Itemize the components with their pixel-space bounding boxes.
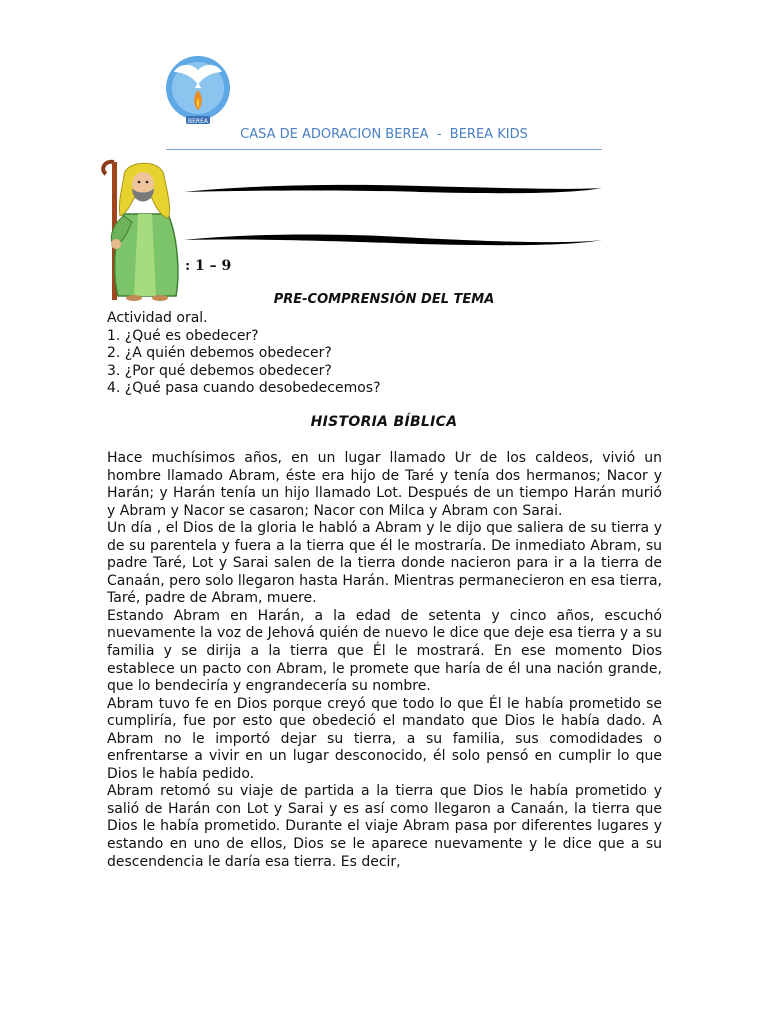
precomprension-heading: PRE-COMPRENSIÓN DEL TEMA bbox=[273, 292, 495, 307]
header-divider bbox=[166, 149, 602, 150]
logo-text: BEREA bbox=[188, 118, 208, 125]
story-paragraph: Abram retomó su viaje de partida a la tierra que Dios le había prometido y salió de Harán con Lot y Sarai y es así como llegaron a Canaán, la tierra que Dios le había prometido. Durante el viaje Abram pasa por diferentes lugares y estando en uno de ellos, Dios se le aparece nuevamente y le dice que a su descendencia le daría esa tierra. Es decir, bbox=[107, 783, 662, 870]
header-title: CASA DE ADORACION BEREA - BEREA KIDS bbox=[240, 127, 528, 142]
historia-heading: HISTORIA BÍBLICA bbox=[310, 414, 458, 430]
story-paragraph: Un día , el Dios de la gloria le habló a Abram y le dijo que saliera de su tierra y de su parentela y fuera a la tierra que él le mostraría. De inmediato Abram, su padre Taré, Lot y Sarai salen de la tierra donde nacieron para ir a la tierra de Canaán, pero solo llegaron hasta Harán. Mientras permanecieron en esa tierra, Taré, padre de Abram, muere. bbox=[107, 520, 662, 607]
question-item: 1. ¿Qué es obedecer? bbox=[107, 327, 259, 344]
story-text bbox=[107, 450, 662, 871]
question-item: 3. ¿Por qué debemos obedecer? bbox=[107, 362, 332, 379]
activity-label: Actividad oral. bbox=[107, 310, 208, 326]
church-logo bbox=[164, 54, 232, 128]
abram-illustration bbox=[94, 154, 190, 302]
title-lines bbox=[180, 180, 604, 250]
story-paragraph: Estando Abram en Harán, a la edad de setenta y cinco años, escuchó nuevamente la voz de Jehová quién de nuevo le dice que deje esa tierra y a su familia y se dirija a la tierra que Él le mostrará. En ese momento Dios establece un pacto con Abram, le promete que haría de él una nación grande, que lo bendeciría y engrandecería su nombre. bbox=[107, 607, 662, 695]
story-paragraph: Hace muchísimos años, en un lugar llamado Ur de los caldeos, vivió un hombre llamado Abram, éste era hijo de Taré y tenía dos hermanos; Nacor y Harán; y Harán tenía un hijo llamado Lot. Después de un tiempo Harán murió y Abram y Nacor se casaron; Nacor con Milca y Abram con Sarai. bbox=[107, 450, 662, 519]
question-item: 4. ¿Qué pasa cuando desobedecemos? bbox=[107, 380, 381, 397]
activity-block bbox=[107, 310, 381, 398]
story-paragraph: Abram tuvo fe en Dios porque creyó que todo lo que Él le había prometido se cumpliría, fue por esto que obedeció el mandato que Dios le había dado. A Abram no le importó dejar su tierra, a su familia, sus comodidades o enfrentarse a vivir en un lugar desconocido, él solo pensó en cumplir lo que Dios le había pedido. bbox=[107, 695, 662, 782]
bible-reference: : 1 – 9 bbox=[185, 258, 232, 274]
question-item: 2. ¿A quién debemos obedecer? bbox=[107, 345, 332, 362]
